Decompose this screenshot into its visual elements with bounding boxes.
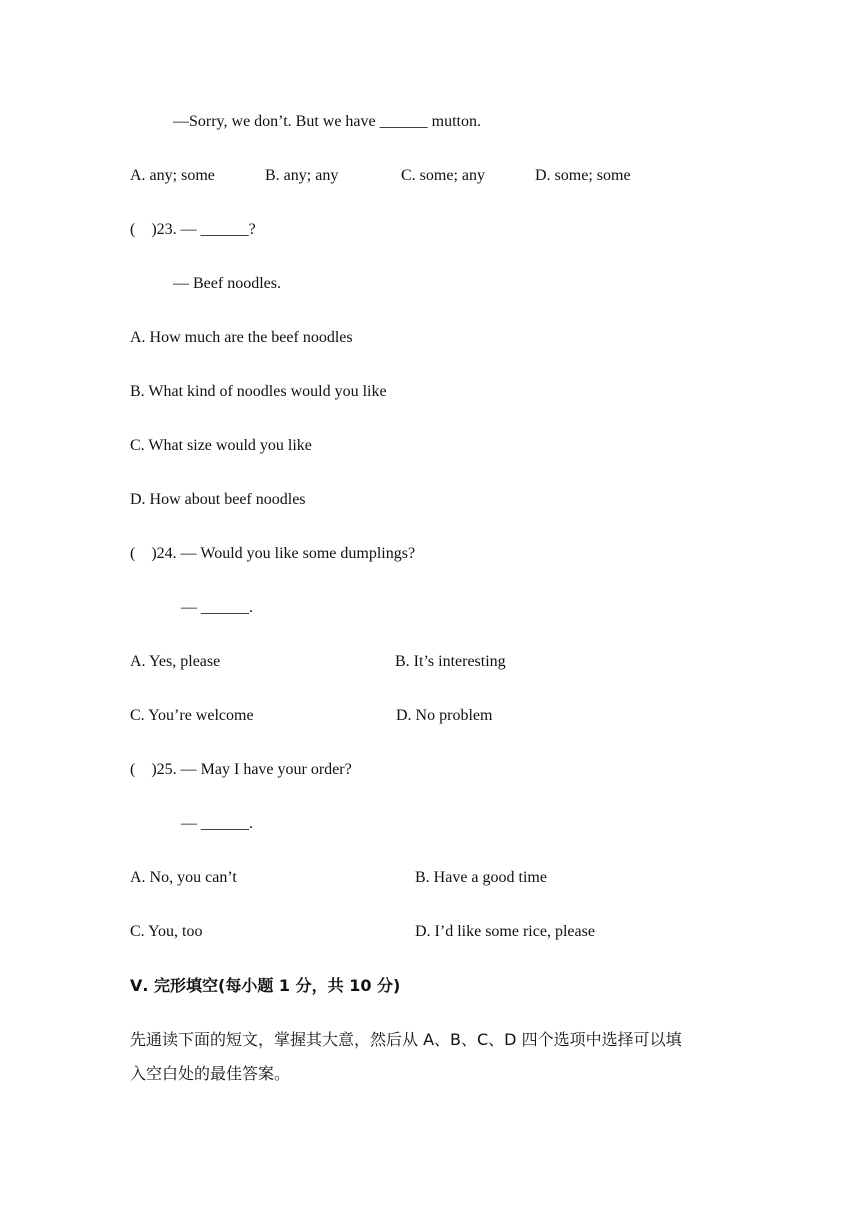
q25-option-a: A. No, you can’t bbox=[130, 869, 237, 886]
q25-option-d: D. I’d like some rice, please bbox=[415, 923, 595, 940]
q22-option-c: C. some; any bbox=[401, 167, 485, 184]
q22-option-d: D. some; some bbox=[535, 167, 631, 184]
q24-reply: — ______. bbox=[181, 599, 253, 616]
q23-option-b: B. What kind of noodles would you like bbox=[130, 383, 387, 400]
q22-reply: —Sorry, we don’t. But we have ______ mutton. bbox=[173, 113, 481, 130]
q25-option-b: B. Have a good time bbox=[415, 869, 547, 886]
q24-option-a: A. Yes, please bbox=[130, 653, 221, 670]
q23-reply: — Beef noodles. bbox=[173, 275, 281, 292]
section-instruction-line1: 先通读下面的短文，掌握其大意，然后从 A、B、C、D 四个选项中选择可以填 bbox=[130, 1030, 682, 1049]
section-heading: Ⅴ. 完形填空(每小题 1 分，共 10 分) bbox=[130, 976, 401, 995]
q24-option-b: B. It’s interesting bbox=[395, 653, 506, 670]
q24-prompt: ( )24. — Would you like some dumplings? bbox=[130, 545, 416, 562]
section-instruction-line2: 入空白处的最佳答案。 bbox=[130, 1064, 291, 1083]
q24-option-c: C. You’re welcome bbox=[130, 707, 254, 724]
q23-option-a: A. How much are the beef noodles bbox=[130, 329, 353, 346]
q23-option-d: D. How about beef noodles bbox=[130, 491, 306, 508]
q22-option-b: B. any; any bbox=[265, 167, 339, 184]
q22-option-a: A. any; some bbox=[130, 167, 215, 184]
q25-prompt: ( )25. — May I have your order? bbox=[130, 761, 352, 778]
q23-prompt: ( )23. — ______? bbox=[130, 221, 256, 238]
q23-option-c: C. What size would you like bbox=[130, 437, 312, 454]
q25-option-c: C. You, too bbox=[130, 923, 203, 940]
q25-reply: — ______. bbox=[181, 815, 253, 832]
q24-option-d: D. No problem bbox=[396, 707, 493, 724]
